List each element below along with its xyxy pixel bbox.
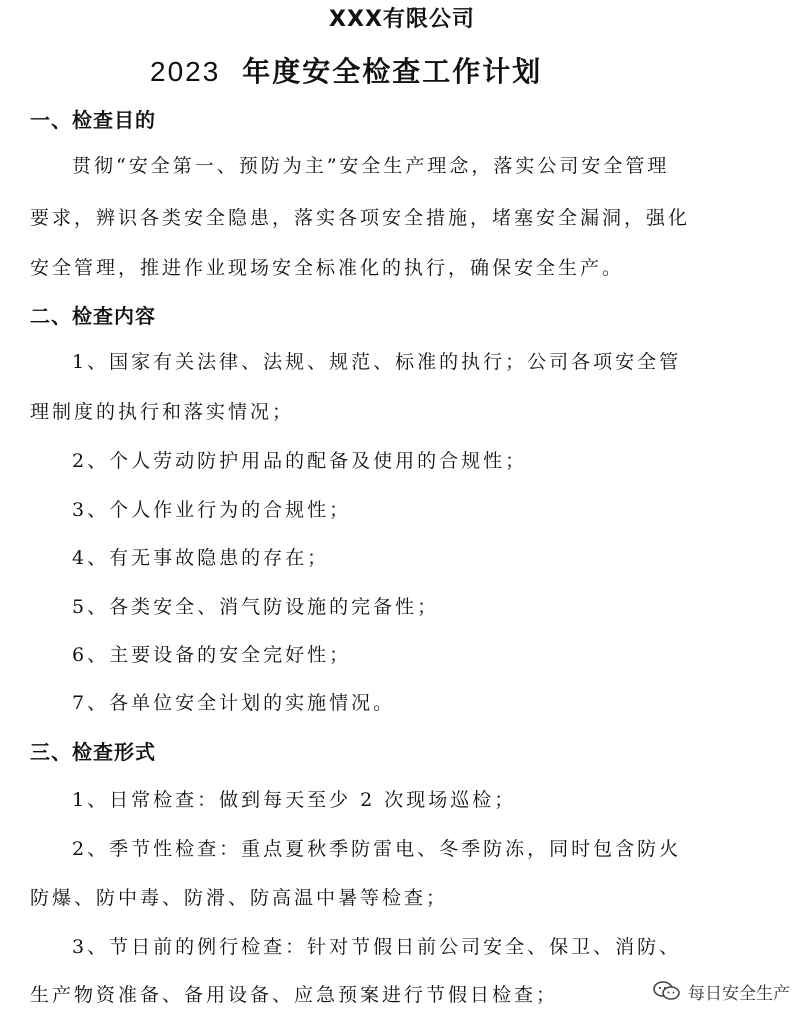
section-heading-form: 三、检查形式	[30, 740, 156, 764]
section-heading-purpose: 一、检查目的	[30, 108, 156, 132]
paragraph-line: 要求，辨识各类安全隐患，落实各项安全措施，堵塞安全漏洞，强化	[30, 207, 691, 229]
list-item: 3、节日前的例行检查：针对节假日前公司安全、保卫、消防、	[72, 936, 682, 958]
list-item: 3、个人作业行为的合规性；	[72, 499, 352, 521]
list-item: 2、个人劳动防护用品的配备及使用的合规性；	[72, 450, 528, 472]
wechat-icon	[652, 980, 682, 1002]
paragraph-line: 贯彻“安全第一、预防为主”安全生产理念，落实公司安全管理	[72, 155, 670, 177]
page-title	[150, 50, 670, 90]
paragraph-line: 安全管理，推进作业现场安全标准化的执行，确保安全生产。	[30, 257, 625, 279]
list-item: 6、主要设备的安全完好性；	[72, 644, 352, 666]
company-name: XXX有限公司	[329, 7, 475, 32]
list-item-continuation: 防爆、防中毒、防滑、防高温中暑等检查；	[30, 887, 449, 909]
list-item: 7、各单位安全计划的实施情况。	[72, 692, 396, 714]
list-item: 1、国家有关法律、法规、规范、标准的执行；公司各项安全管	[72, 351, 682, 373]
list-item-continuation: 生产物资准备、备用设备、应急预案进行节假日检查；	[30, 984, 559, 1006]
title-year: 2023	[150, 56, 221, 87]
list-item: 1、日常检查：做到每天至少 2 次现场巡检；	[72, 789, 517, 811]
watermark-text: 每日安全生产	[688, 983, 790, 1004]
list-item: 2、季节性检查：重点夏秋季防雷电、冬季防冻，同时包含防火	[72, 838, 682, 860]
section-heading-content: 二、检查内容	[30, 304, 156, 328]
watermark	[652, 978, 790, 1004]
title-text: 年度安全检查工作计划	[242, 55, 543, 88]
list-item: 5、各类安全、消气防设施的完备性；	[72, 596, 440, 618]
list-item: 4、有无事故隐患的存在；	[72, 547, 330, 569]
list-item-continuation: 理制度的执行和落实情况；	[30, 401, 295, 423]
